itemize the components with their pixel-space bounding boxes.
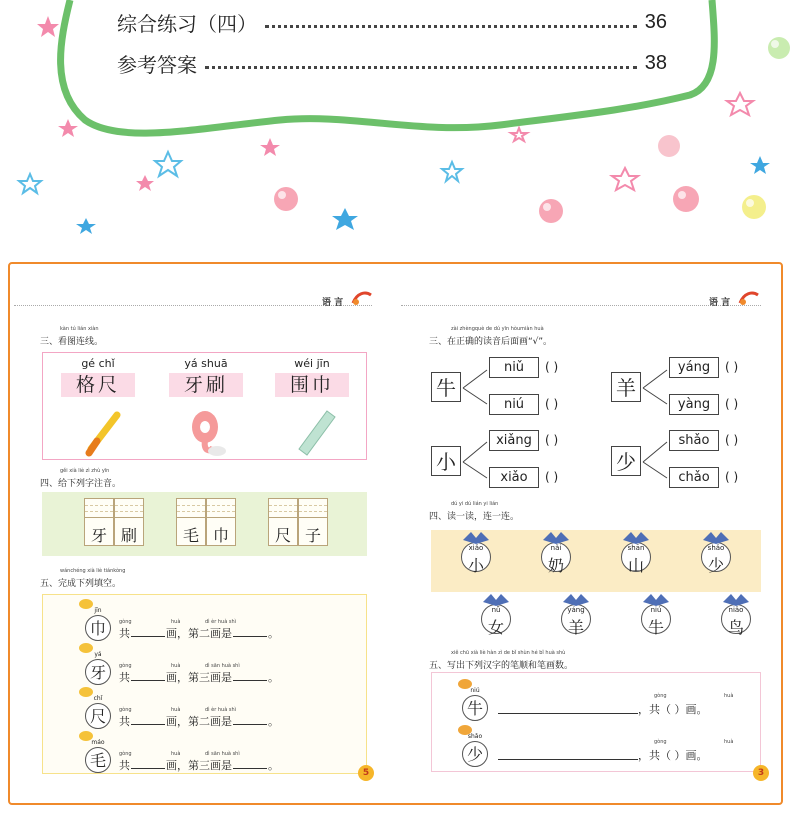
match-ball[interactable] <box>641 604 671 637</box>
answer-paren[interactable]: ( ) <box>545 470 559 484</box>
toc-leader-dots <box>265 25 637 28</box>
pinyin-option[interactable]: yàng <box>669 394 719 415</box>
fill-text: 共 <box>119 627 130 640</box>
section-title-pinyin: zài zhèngquè de dú yīn hòumiàn huà <box>451 326 544 332</box>
fill-line[interactable] <box>119 625 279 641</box>
hanzi-box: 小 <box>431 446 461 476</box>
answer-paren[interactable]: ( ) <box>725 470 739 484</box>
page-header-title: 语 言 <box>709 298 731 308</box>
page-header-rule <box>14 294 372 306</box>
fill-line[interactable] <box>119 669 279 685</box>
fill-text: 画，第二画是 <box>166 627 232 640</box>
ball-hanzi: 牛 <box>647 618 664 637</box>
section-title-pinyin: dú yi dú lián yi lián <box>451 501 499 507</box>
char-pinyin: jīn <box>94 607 102 614</box>
stroke-order-box <box>431 672 761 772</box>
page-header-title: 语 言 <box>322 298 344 308</box>
fill-text: 共 <box>119 671 130 684</box>
pinyin-grid[interactable] <box>176 498 236 546</box>
ball-pinyin: nǚ <box>491 606 501 614</box>
ball-hanzi: 女 <box>487 618 504 637</box>
section-title <box>429 501 520 522</box>
ordinal-pinyin: dì èr huà shì <box>205 707 237 713</box>
word-pinyin: wéi jīn <box>294 357 330 370</box>
brush-icon <box>351 291 373 305</box>
pinyin-option[interactable]: chǎo <box>669 467 719 488</box>
answer-paren[interactable]: ( ) <box>725 433 739 447</box>
word-card[interactable] <box>61 357 135 399</box>
fill-text: 画，第三画是 <box>166 759 232 772</box>
char-pinyin: yá <box>94 651 102 658</box>
section-title <box>40 568 126 589</box>
ball-hanzi: 奶 <box>547 556 564 575</box>
pinyin-option[interactable]: yáng <box>669 357 719 378</box>
ruler-icon[interactable] <box>297 409 337 457</box>
right-page <box>397 264 783 803</box>
hanzi-box: 少 <box>611 446 641 476</box>
blank[interactable] <box>131 715 165 725</box>
page-number: 5 <box>358 765 374 781</box>
char-circle: 巾 <box>85 615 111 641</box>
grid-hanzi: 尺 <box>274 526 291 545</box>
section-title-text: 三、看图连线。 <box>40 337 104 347</box>
stroke-count-text[interactable]: ，共（ ）画。 <box>638 703 708 716</box>
answer-paren[interactable]: ( ) <box>725 360 739 374</box>
stroke-order-blank[interactable] <box>498 759 638 760</box>
fill-text: 画，第三画是 <box>166 671 232 684</box>
ball-pinyin: niú <box>650 606 662 614</box>
pinyin-option[interactable]: xiǎng <box>489 430 539 451</box>
toc-entry-page: 36 <box>644 11 667 33</box>
section-title-pinyin: xiě chū xià liè hàn zì de bǐ shùn hé bǐ huà shù <box>451 650 566 656</box>
fill-text: 画，第二画是 <box>166 715 232 728</box>
ball-hanzi: 少 <box>707 556 724 575</box>
toc-leader-dots <box>205 66 637 69</box>
ball-pinyin: shān <box>627 544 645 552</box>
left-page <box>10 264 395 803</box>
section-title-pinyin: gěi xià liè zì zhù yīn <box>60 468 110 474</box>
ball-pinyin: shǎo <box>707 544 725 552</box>
blank[interactable] <box>131 627 165 637</box>
fill-text: 。 <box>268 759 279 772</box>
word-pinyin: gé chǐ <box>81 357 115 370</box>
char-circle: 牙 <box>85 659 111 685</box>
blank[interactable] <box>233 715 267 725</box>
fill-text: 共 <box>119 759 130 772</box>
pinyin-grid[interactable] <box>84 498 144 546</box>
word-card[interactable] <box>169 357 243 399</box>
gong-pinyin: gòng <box>119 663 132 669</box>
fill-text: 共 <box>119 715 130 728</box>
stroke-fill-box <box>42 594 367 774</box>
ball-pinyin: xiǎo <box>468 544 484 552</box>
hua-pinyin: huà <box>724 739 734 745</box>
fill-text: 。 <box>268 715 279 728</box>
ball-hanzi: 小 <box>467 556 484 575</box>
toothbrush-icon[interactable] <box>183 407 233 459</box>
section-title <box>40 468 122 489</box>
fill-text: 。 <box>268 627 279 640</box>
pinyin-option[interactable]: shǎo <box>669 430 719 451</box>
match-ball[interactable] <box>721 604 751 637</box>
pinyin-option[interactable]: xiǎo <box>489 467 539 488</box>
book-spread <box>8 262 783 805</box>
gong-pinyin: gòng <box>654 739 667 745</box>
grid-hanzi: 巾 <box>212 526 229 545</box>
char-circle: 少 <box>462 741 488 767</box>
ball-hanzi: 山 <box>627 556 644 575</box>
gong-pinyin: gòng <box>119 619 132 625</box>
grid-hanzi: 牙 <box>90 526 107 545</box>
grid-hanzi: 毛 <box>182 526 199 545</box>
gong-pinyin: gòng <box>119 707 132 713</box>
section-title-text: 五、完成下列填空。 <box>40 579 122 589</box>
char-pinyin: shǎo <box>467 733 483 740</box>
char-pinyin: niú <box>470 687 480 694</box>
section-title-text: 四、给下列字注音。 <box>40 479 122 489</box>
hua-pinyin: huà <box>171 619 181 625</box>
fill-line[interactable] <box>119 757 279 773</box>
ball-hanzi: 鸟 <box>727 618 744 637</box>
word-hanzi: 牙刷 <box>169 373 243 397</box>
toc-entry-page: 38 <box>644 52 667 74</box>
page-number: 3 <box>753 765 769 781</box>
char-pinyin: chǐ <box>93 695 103 702</box>
word-hanzi: 格尺 <box>61 373 135 397</box>
blank[interactable] <box>233 759 267 769</box>
ball-pinyin: nǎi <box>550 544 562 552</box>
ordinal-pinyin: dì sān huà shì <box>205 751 240 757</box>
hanzi-box: 牛 <box>431 372 461 402</box>
word-hanzi: 围巾 <box>275 373 349 397</box>
section-title-text: 三、在正确的读音后面画“√”。 <box>429 337 553 347</box>
grid-hanzi: 刷 <box>120 526 137 545</box>
gong-pinyin: gòng <box>654 693 667 699</box>
picture-match-box <box>42 352 367 460</box>
pinyin-grid-box <box>42 492 367 556</box>
match-ball[interactable] <box>561 604 591 637</box>
blank[interactable] <box>233 627 267 637</box>
hanzi-box: 羊 <box>611 372 641 402</box>
fill-line[interactable] <box>119 713 279 729</box>
toc-entry[interactable] <box>117 8 667 37</box>
char-pinyin: máo <box>91 739 105 746</box>
toc-entry-title: 综合练习（四） <box>117 12 257 36</box>
fill-text: 。 <box>268 671 279 684</box>
ordinal-pinyin: dì èr huà shì <box>205 619 237 625</box>
section-title-pinyin: wánchéng xià liè tiánkòng <box>60 568 126 574</box>
section-title <box>429 650 574 671</box>
toc-entry[interactable] <box>117 49 667 78</box>
ball-pinyin: niǎo <box>728 606 744 614</box>
blank[interactable] <box>233 671 267 681</box>
section-title-text: 四、读一读，连一连。 <box>429 512 520 522</box>
hua-pinyin: huà <box>724 693 734 699</box>
char-circle: 牛 <box>462 695 488 721</box>
match-ball[interactable] <box>481 604 511 637</box>
decorative-background <box>0 0 790 250</box>
answer-paren[interactable]: ( ) <box>545 397 559 411</box>
section-title-text: 五、写出下列汉字的笔顺和笔画数。 <box>429 661 574 671</box>
pinyin-option[interactable]: niú <box>489 394 539 415</box>
char-circle: 毛 <box>85 747 111 773</box>
ordinal-pinyin: dì sān huà shì <box>205 663 240 669</box>
blank[interactable] <box>131 759 165 769</box>
pinyin-grid[interactable] <box>268 498 328 546</box>
ruler-pencil-icon[interactable] <box>83 411 123 457</box>
stroke-count-text[interactable]: ，共（ ）画。 <box>638 749 708 762</box>
word-card[interactable] <box>275 357 349 399</box>
ball-pinyin: yáng <box>567 606 585 614</box>
grid-hanzi: 子 <box>304 526 321 545</box>
char-circle: 尺 <box>85 703 111 729</box>
toc-entry-title: 参考答案 <box>117 53 197 77</box>
ball-hanzi: 羊 <box>567 618 584 637</box>
pinyin-option[interactable]: niǔ <box>489 357 539 378</box>
hua-pinyin: huà <box>171 707 181 713</box>
section-title-pinyin: kàn tú lián xiàn <box>60 326 99 332</box>
bat-icons <box>397 528 783 608</box>
answer-paren[interactable]: ( ) <box>545 433 559 447</box>
gong-pinyin: gòng <box>119 751 132 757</box>
word-pinyin: yá shuā <box>184 357 228 370</box>
hua-pinyin: huà <box>171 663 181 669</box>
answer-paren[interactable]: ( ) <box>725 397 739 411</box>
answer-paren[interactable]: ( ) <box>545 360 559 374</box>
stroke-order-blank[interactable] <box>498 713 638 714</box>
blank[interactable] <box>131 671 165 681</box>
hua-pinyin: huà <box>171 751 181 757</box>
section-title <box>40 326 104 347</box>
